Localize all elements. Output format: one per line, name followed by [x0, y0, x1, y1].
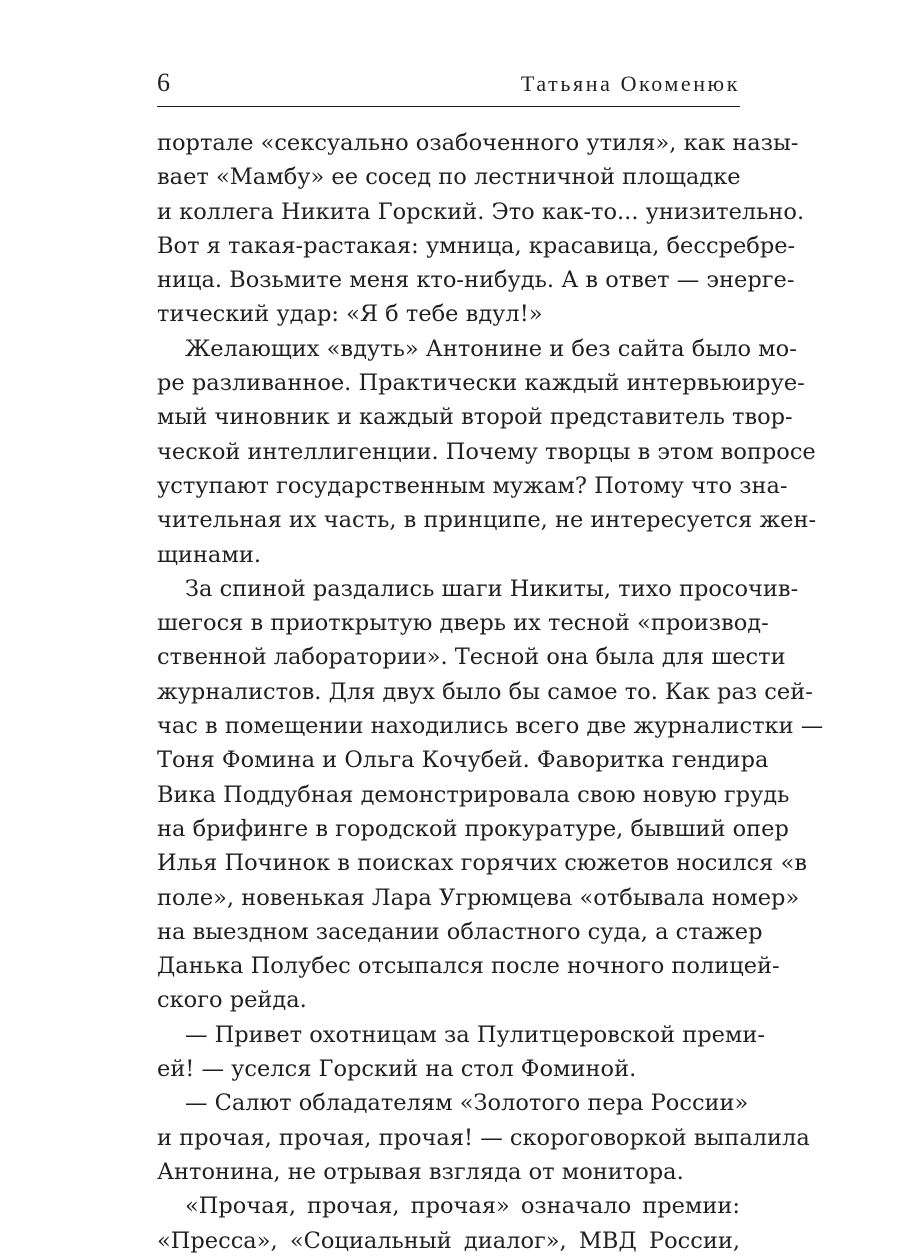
text-line: За спиной раздались шаги Никиты, тихо просочив- [185, 575, 799, 602]
text-line: Тоня Фомина и Ольга Кочубей. Фаворитка гендира [157, 747, 769, 774]
text-line: — Привет охотницам за Пулитцеровской преми- [185, 1021, 766, 1048]
text-line: мый чиновник и каждый второй представитель твор- [157, 404, 793, 431]
text-line: уступают государственным мужам? Потому что зна- [157, 472, 788, 499]
text-line: тический удар: «Я б тебе вдул!» [157, 301, 543, 328]
text-line: на брифинге в городской прокуратуре, бывший опер [157, 815, 789, 842]
text-line: журналистов. Для двух было бы самое то. Как раз сей- [157, 678, 813, 705]
text-line: шегося в приоткрытую дверь их тесной «производ- [157, 610, 769, 637]
page-number: 6 [157, 68, 170, 97]
text-line: «Пресса», «Социальный диалог», МВД России, [157, 1227, 740, 1254]
body-text [157, 126, 824, 1258]
text-line: на выездном заседании областного суда, а стажер [157, 918, 763, 945]
page-header [157, 64, 740, 104]
text-line: ре разливанное. Практически каждый интервьюируе- [157, 370, 805, 397]
text-line: час в помещении находились всего две журналистки — [157, 713, 824, 740]
running-head-author: Татьяна Окоменюк [520, 71, 740, 96]
text-line: чительная их часть, в принципе, не интересуется жен- [157, 507, 817, 534]
text-line: вает «Мамбу» ее сосед по лестничной площадке [157, 164, 741, 191]
text-line: «Прочая, прочая, прочая» означало премии: [185, 1193, 740, 1220]
text-line: порталe «сексуально озабоченного утиля», как назы- [157, 130, 799, 156]
header-rule [157, 106, 740, 107]
text-line: Вика Поддубная демонстрировала свою новую грудь [157, 781, 790, 808]
text-line: поле», новенькая Лара Угрюмцева «отбывала номер» [157, 884, 800, 911]
text-line: ского рейда. [157, 987, 307, 1014]
text-line: Данька Полубес отсыпался после ночного полицей- [157, 953, 780, 980]
text-line: Илья Починок в поисках горячих сюжетов носился «в [157, 850, 808, 877]
text-line: щинами. [157, 541, 261, 568]
text-line: ница. Возьмите меня кто-нибудь. А в ответ — энерге- [157, 267, 795, 294]
text-line: ей! — уселся Горский на стол Фоминой. [157, 1056, 637, 1083]
text-line: и коллега Никита Горский. Это как-то... унизительно. [157, 198, 805, 225]
text-line: ческой интеллигенции. Почему творцы в этом вопросе [157, 438, 816, 465]
text-line: Антонина, не отрывая взгляда от монитора. [157, 1158, 684, 1185]
text-line: Вот я такая-растакая: умница, красавица, бессребре- [157, 232, 796, 259]
text-line: и прочая, прочая, прочая! — скороговоркой выпалила [157, 1124, 810, 1151]
text-line: Желающих «вдуть» Антонине и без сайта было мо- [185, 335, 797, 362]
text-line: ственной лаборатории». Тесной она была для шести [157, 644, 786, 671]
text-line: — Салют обладателям «Золотого пера России» [185, 1090, 749, 1117]
